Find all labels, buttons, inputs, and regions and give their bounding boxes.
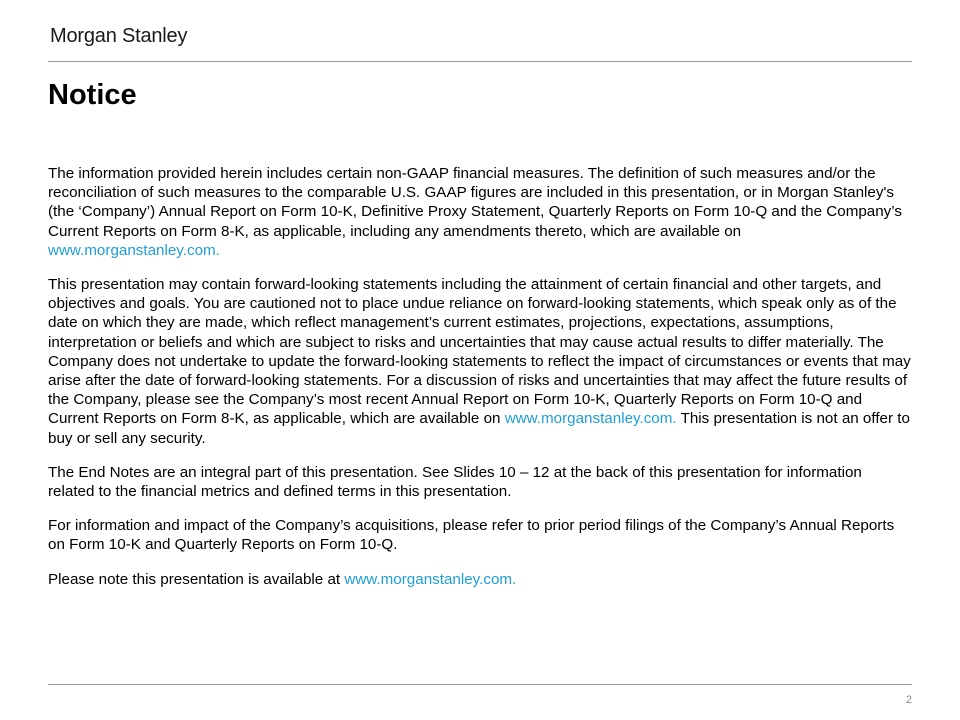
- website-link[interactable]: www.morganstanley.com.: [344, 570, 517, 588]
- page-number: 2: [905, 694, 912, 706]
- availability-paragraph: [48, 570, 912, 589]
- website-link[interactable]: www.morganstanley.com.: [504, 410, 677, 428]
- footer-divider: [48, 684, 912, 685]
- forward-looking-paragraph: [48, 275, 912, 448]
- paragraph-text: The information provided herein includes certain non-GAAP financial measures. The definition of such measures and/or the reconciliation of such measures to the comparable U.S. GAAP figures are included in this presentation, or in Morgan Stanley's (the ‘Company’) Annual Report on Form 10-K, Definitive Proxy Statement, Quarterly Reports on Form 10-Q and the Company’s Current Reports on Form 8-K, as applicable, including any amendments thereto, which are available on: [48, 165, 902, 240]
- acquisitions-paragraph: [48, 516, 912, 554]
- morgan-stanley-logo: Morgan Stanley: [50, 25, 188, 47]
- paragraph-text: Please note this presentation is available at: [48, 570, 341, 588]
- non-gaap-paragraph: [48, 164, 912, 260]
- page-title: Notice: [48, 79, 137, 111]
- paragraph-text: The End Notes are an integral part of this presentation. See Slides 10 – 12 at the back of this presentation for information related to the financial metrics and defined terms in this presentation.: [48, 463, 862, 501]
- paragraph-text: This presentation may contain forward-looking statements including the attainment of certain financial and other targets, and objectives and goals. You are cautioned not to place undue reliance on forward-looking statements, which speak only as of the date on which they are made, which reflect management’s current estimates, projections, expectations, assumptions, interpretation or beliefs and which are subject to risks and uncertainties that may cause actual results to differ materially. The Company does not undertake to update the forward-looking statements to reflect the impact of circumstances or events that may arise after the date of forward-looking statements. For a discussion of risks and uncertainties that may affect the future results of the Company, please see the Company’s most recent Annual Report on Form 10-K, Quarterly Reports on Form 10-Q and Current Reports on Form 8-K, as applicable, which are available on: [48, 276, 911, 428]
- notice-body: [48, 164, 912, 604]
- header-divider: [48, 61, 912, 62]
- paragraph-tail: This presentation is not an offer to buy or sell any security.: [48, 410, 910, 447]
- paragraph-text: For information and impact of the Company’s acquisitions, please refer to prior period filings of the Company’s Annual Reports on Form 10-K and Quarterly Reports on Form 10-Q.: [48, 517, 895, 554]
- website-link[interactable]: www.morganstanley.com.: [48, 241, 220, 259]
- end-notes-paragraph: [48, 463, 912, 501]
